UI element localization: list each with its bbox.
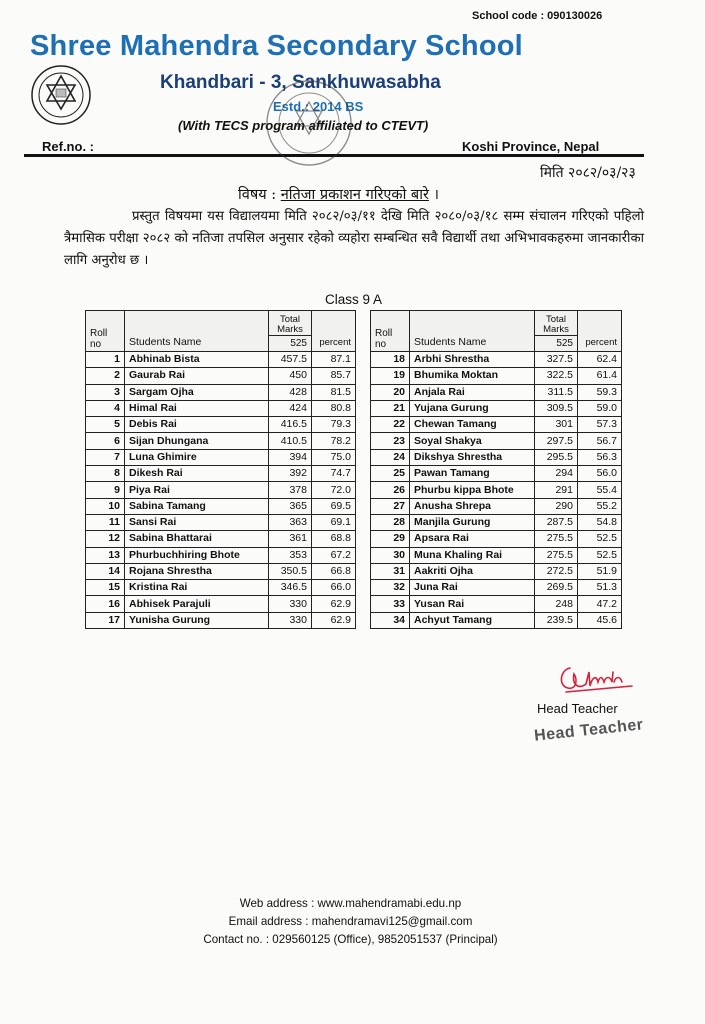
roll-number-cell: 18 [371, 352, 410, 368]
roll-number-cell: 28 [371, 514, 410, 530]
total-marks-cell: 309.5 [535, 400, 578, 416]
student-name-cell: Dikesh Rai [125, 466, 269, 482]
total-marks-cell: 322.5 [535, 368, 578, 384]
roll-number-cell: 8 [86, 466, 125, 482]
total-marks-cell: 248 [535, 596, 578, 612]
percent-cell: 80.8 [312, 400, 356, 416]
header-max-marks: 525 [269, 336, 312, 352]
student-name-cell: Apsara Rai [410, 531, 535, 547]
total-marks-cell: 311.5 [535, 384, 578, 400]
total-marks-cell: 457.5 [269, 352, 312, 368]
student-name-cell: Kristina Rai [125, 580, 269, 596]
roll-number-cell: 33 [371, 596, 410, 612]
student-name-cell: Sabina Tamang [125, 498, 269, 514]
roll-number-cell: 1 [86, 352, 125, 368]
roll-number-cell: 22 [371, 417, 410, 433]
roll-number-cell: 27 [371, 498, 410, 514]
student-name-cell: Soyal Shakya [410, 433, 535, 449]
percent-cell: 56.0 [578, 466, 622, 482]
roll-number-cell: 2 [86, 368, 125, 384]
roll-number-cell: 10 [86, 498, 125, 514]
student-row [371, 596, 622, 612]
notice-subject [238, 184, 439, 204]
roll-number-cell: 3 [86, 384, 125, 400]
student-name-cell: Pawan Tamang [410, 466, 535, 482]
roll-number-cell: 29 [371, 531, 410, 547]
total-marks-cell: 294 [535, 466, 578, 482]
student-row [371, 547, 622, 563]
header-student-name: Students Name [410, 311, 535, 352]
student-row [86, 466, 356, 482]
student-name-cell: Phurbu kippa Bhote [410, 482, 535, 498]
roll-number-cell: 6 [86, 433, 125, 449]
percent-cell: 68.8 [312, 531, 356, 547]
student-row [371, 449, 622, 465]
total-marks-cell: 363 [269, 514, 312, 530]
total-marks-cell: 330 [269, 596, 312, 612]
total-marks-cell: 365 [269, 498, 312, 514]
student-name-cell: Chewan Tamang [410, 417, 535, 433]
student-row [86, 417, 356, 433]
student-name-cell: Yusan Rai [410, 596, 535, 612]
student-row [86, 580, 356, 596]
table-header-row [371, 311, 622, 336]
header-percent: percent [312, 311, 356, 352]
student-row [86, 384, 356, 400]
student-row [371, 384, 622, 400]
total-marks-cell: 410.5 [269, 433, 312, 449]
roll-number-cell: 24 [371, 449, 410, 465]
footer-email-address: Email address : mahendramavi125@gmail.com [228, 915, 473, 928]
total-marks-cell: 287.5 [535, 514, 578, 530]
header-total-marks: Total Marks [269, 311, 312, 336]
total-marks-cell: 297.5 [535, 433, 578, 449]
signatory-rubber-stamp: Head Teacher [533, 716, 645, 745]
percent-cell: 69.1 [312, 514, 356, 530]
student-row [86, 352, 356, 368]
student-name-cell: Sansi Rai [125, 514, 269, 530]
footer-contact-numbers: Contact no. : 029560125 (Office), 9852051537 (Principal) [203, 933, 498, 946]
school-code: School code : 090130026 [472, 10, 603, 22]
province-label: Koshi Province, Nepal [462, 139, 600, 154]
percent-cell: 78.2 [312, 433, 356, 449]
student-row [371, 466, 622, 482]
percent-cell: 75.0 [312, 449, 356, 465]
subject-prefix: विषय : [238, 187, 281, 203]
total-marks-cell: 353 [269, 547, 312, 563]
student-row [371, 514, 622, 530]
student-name-cell: Anusha Shrepa [410, 498, 535, 514]
results-table-left [85, 310, 356, 629]
percent-cell: 56.7 [578, 433, 622, 449]
school-name: Shree Mahendra Secondary School [30, 30, 523, 62]
percent-cell: 55.2 [578, 498, 622, 514]
student-row [371, 563, 622, 579]
signatory-title: Head Teacher [537, 701, 618, 716]
total-marks-cell: 295.5 [535, 449, 578, 465]
student-name-cell: Rojana Shrestha [125, 563, 269, 579]
total-marks-cell: 424 [269, 400, 312, 416]
percent-cell: 62.4 [578, 352, 622, 368]
student-name-cell: Juna Rai [410, 580, 535, 596]
student-row [371, 352, 622, 368]
student-name-cell: Piya Rai [125, 482, 269, 498]
roll-number-cell: 23 [371, 433, 410, 449]
percent-cell: 69.5 [312, 498, 356, 514]
percent-cell: 67.2 [312, 547, 356, 563]
total-marks-cell: 394 [269, 449, 312, 465]
roll-number-cell: 7 [86, 449, 125, 465]
student-row [371, 417, 622, 433]
total-marks-cell: 450 [269, 368, 312, 384]
table-header-row [86, 311, 356, 336]
student-name-cell: Debis Rai [125, 417, 269, 433]
student-name-cell: Manjila Gurung [410, 514, 535, 530]
percent-cell: 87.1 [312, 352, 356, 368]
percent-cell: 59.0 [578, 400, 622, 416]
percent-cell: 55.4 [578, 482, 622, 498]
total-marks-cell: 327.5 [535, 352, 578, 368]
header-student-name: Students Name [125, 311, 269, 352]
percent-cell: 51.9 [578, 563, 622, 579]
percent-cell: 62.9 [312, 596, 356, 612]
total-marks-cell: 378 [269, 482, 312, 498]
percent-cell: 51.3 [578, 580, 622, 596]
roll-number-cell: 13 [86, 547, 125, 563]
head-teacher-signature-icon [556, 660, 636, 700]
student-row [86, 400, 356, 416]
header-roll-no: Roll no [371, 311, 410, 352]
student-row [86, 498, 356, 514]
affiliation-note: (With TECS program affiliated to CTEVT) [178, 118, 429, 133]
roll-number-cell: 19 [371, 368, 410, 384]
student-name-cell: Phurbuchhiring Bhote [125, 547, 269, 563]
student-row [86, 563, 356, 579]
student-name-cell: Yunisha Gurung [125, 612, 269, 628]
student-row [371, 498, 622, 514]
total-marks-cell: 346.5 [269, 580, 312, 596]
total-marks-cell: 290 [535, 498, 578, 514]
total-marks-cell: 301 [535, 417, 578, 433]
header-total-marks: Total Marks [535, 311, 578, 336]
student-name-cell: Anjala Rai [410, 384, 535, 400]
percent-cell: 59.3 [578, 384, 622, 400]
student-row [371, 433, 622, 449]
student-name-cell: Sabina Bhattarai [125, 531, 269, 547]
school-logo-icon [30, 64, 92, 126]
percent-cell: 57.3 [578, 417, 622, 433]
student-row [86, 449, 356, 465]
percent-cell: 74.7 [312, 466, 356, 482]
school-address: Khandbari - 3, Sankhuwasabha [160, 72, 441, 93]
roll-number-cell: 16 [86, 596, 125, 612]
student-row [86, 547, 356, 563]
percent-cell: 72.0 [312, 482, 356, 498]
total-marks-cell: 291 [535, 482, 578, 498]
percent-cell: 45.6 [578, 612, 622, 628]
percent-cell: 52.5 [578, 531, 622, 547]
total-marks-cell: 275.5 [535, 547, 578, 563]
total-marks-cell: 392 [269, 466, 312, 482]
total-marks-cell: 272.5 [535, 563, 578, 579]
total-marks-cell: 239.5 [535, 612, 578, 628]
percent-cell: 66.8 [312, 563, 356, 579]
roll-number-cell: 26 [371, 482, 410, 498]
student-name-cell: Yujana Gurung [410, 400, 535, 416]
student-row [86, 368, 356, 384]
roll-number-cell: 4 [86, 400, 125, 416]
notice-body: प्रस्तुत विषयमा यस विद्यालयमा मिति २०८२/०३/११ देखि मिति २०८०/०३/१८ सम्म संचालन गरिएको पहिलो त्रैमासिक परीक्षा २०८२ को नतिजा तपसिल अनुसार रहेको व्यहोरा सम्बन्धित सवै विद्यार्थी तथा अभिभावकहरुमा जानकारीका लागि अनुरोध छ । [64, 209, 644, 268]
roll-number-cell: 17 [86, 612, 125, 628]
student-name-cell: Achyut Tamang [410, 612, 535, 628]
student-name-cell: Bhumika Moktan [410, 368, 535, 384]
roll-number-cell: 5 [86, 417, 125, 433]
roll-number-cell: 32 [371, 580, 410, 596]
percent-cell: 52.5 [578, 547, 622, 563]
established-year: Estd.: 2014 BS [273, 99, 364, 114]
roll-number-cell: 34 [371, 612, 410, 628]
student-row [371, 531, 622, 547]
school-seal-stamp-icon [264, 78, 354, 168]
header-max-marks: 525 [535, 336, 578, 352]
student-name-cell: Muna Khaling Rai [410, 547, 535, 563]
student-name-cell: Sargam Ojha [125, 384, 269, 400]
student-name-cell: Abhinab Bista [125, 352, 269, 368]
roll-number-cell: 25 [371, 466, 410, 482]
total-marks-cell: 269.5 [535, 580, 578, 596]
header-roll-no: Roll no [86, 311, 125, 352]
student-row [86, 531, 356, 547]
subject-text: नतिजा प्रकाशन गरिएको बारे [280, 187, 429, 203]
roll-number-cell: 30 [371, 547, 410, 563]
percent-cell: 85.7 [312, 368, 356, 384]
student-row [371, 482, 622, 498]
total-marks-cell: 330 [269, 612, 312, 628]
student-row [371, 368, 622, 384]
student-name-cell: Luna Ghimire [125, 449, 269, 465]
percent-cell: 81.5 [312, 384, 356, 400]
percent-cell: 54.8 [578, 514, 622, 530]
total-marks-cell: 416.5 [269, 417, 312, 433]
header-percent: percent [578, 311, 622, 352]
student-row [371, 400, 622, 416]
percent-cell: 62.9 [312, 612, 356, 628]
percent-cell: 66.0 [312, 580, 356, 596]
footer-web-address: Web address : www.mahendramabi.edu.np [239, 897, 462, 910]
roll-number-cell: 9 [86, 482, 125, 498]
student-name-cell: Abhisek Parajuli [125, 596, 269, 612]
roll-number-cell: 21 [371, 400, 410, 416]
roll-number-cell: 20 [371, 384, 410, 400]
student-row [86, 596, 356, 612]
roll-number-cell: 14 [86, 563, 125, 579]
student-name-cell: Sijan Dhungana [125, 433, 269, 449]
roll-number-cell: 15 [86, 580, 125, 596]
percent-cell: 61.4 [578, 368, 622, 384]
total-marks-cell: 361 [269, 531, 312, 547]
student-row [86, 612, 356, 628]
percent-cell: 79.3 [312, 417, 356, 433]
student-name-cell: Aakriti Ojha [410, 563, 535, 579]
student-name-cell: Gaurab Rai [125, 368, 269, 384]
subject-suffix: । [428, 187, 440, 203]
student-row [371, 612, 622, 628]
student-name-cell: Arbhi Shrestha [410, 352, 535, 368]
notice-date: मिति २०८२/०३/२३ [540, 165, 636, 181]
roll-number-cell: 12 [86, 531, 125, 547]
reference-number-label: Ref.no. : [42, 139, 94, 154]
student-row [86, 514, 356, 530]
roll-number-cell: 31 [371, 563, 410, 579]
total-marks-cell: 275.5 [535, 531, 578, 547]
roll-number-cell: 11 [86, 514, 125, 530]
student-row [86, 433, 356, 449]
total-marks-cell: 428 [269, 384, 312, 400]
student-name-cell: Himal Rai [125, 400, 269, 416]
total-marks-cell: 350.5 [269, 563, 312, 579]
results-table-right [370, 310, 622, 629]
student-row [371, 580, 622, 596]
percent-cell: 56.3 [578, 449, 622, 465]
student-row [86, 482, 356, 498]
percent-cell: 47.2 [578, 596, 622, 612]
student-name-cell: Dikshya Shrestha [410, 449, 535, 465]
class-title: Class 9 A [325, 292, 383, 307]
